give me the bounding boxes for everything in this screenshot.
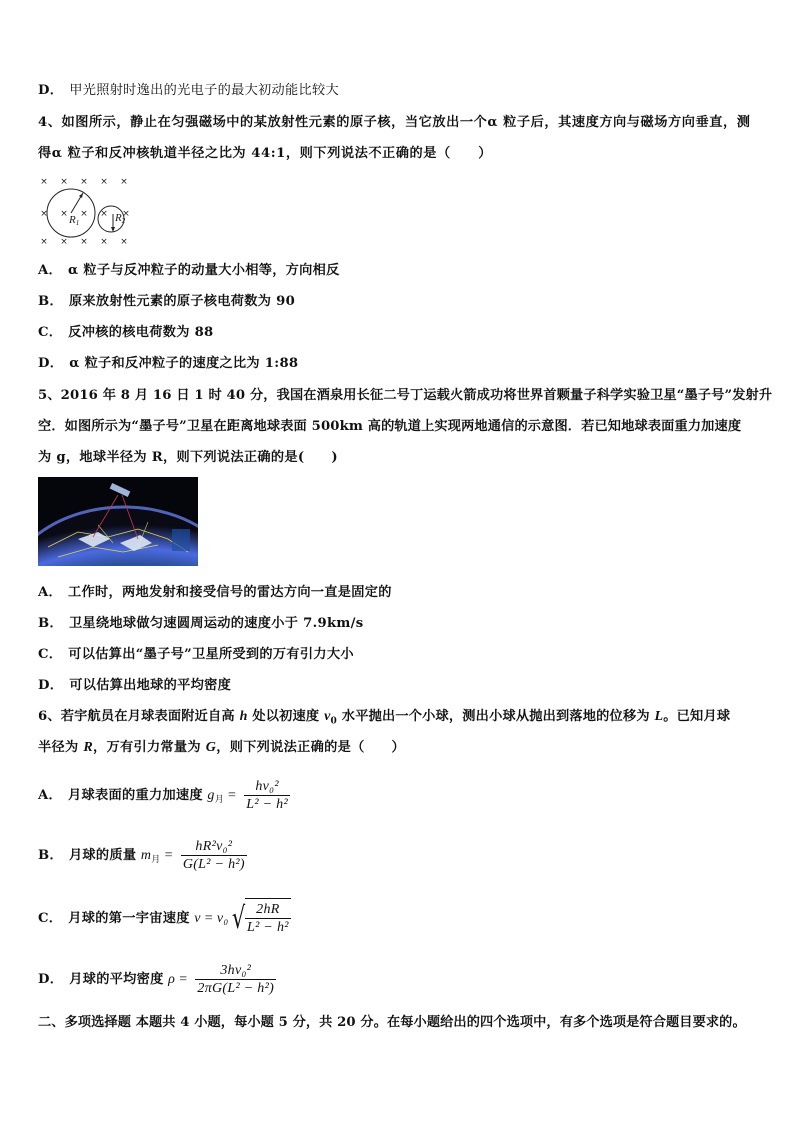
svg-text:×: × bbox=[60, 237, 68, 246]
option-text: 甲光照射时逸出的光电子的最大初动能比较大 bbox=[69, 83, 339, 98]
text: 。已知月球 bbox=[663, 709, 731, 724]
formula-fraction bbox=[195, 962, 276, 997]
option-label: B． bbox=[38, 616, 63, 631]
denominator: L² − h² bbox=[246, 797, 288, 812]
option-label: C． bbox=[38, 647, 63, 662]
text: ，万有引力常量为 bbox=[93, 740, 206, 755]
svg-text:×: × bbox=[80, 237, 88, 246]
q5-stem-line1: 5、2016 年 8 月 16 日 1 时 40 分，我国在酒泉用长征二号丁运载火箭成功将世界首颗量子科学实验卫星“墨子号”发射升 bbox=[38, 388, 773, 403]
q4-option-d[interactable] bbox=[38, 355, 298, 373]
q6-option-d[interactable]: D． 月球的平均密度 ρ = $\frac{\text{3hv₀²}}{\text{2πG(L² − h²)}}$ bbox=[38, 963, 275, 996]
formula-lhs: g bbox=[207, 788, 215, 803]
svg-text:×: × bbox=[100, 209, 108, 219]
section-2-heading: 二、多项选择题 本题共 4 小题，每小题 5 分，共 20 分。在每小题给出的四个选项中，有多个选项是符合题目要求的。 bbox=[38, 1015, 746, 1030]
option-text: 月球的质量 bbox=[68, 848, 137, 863]
option-text: 原来放射性元素的原子核电荷数为 90 bbox=[68, 294, 296, 309]
text: 6、若宇航员在月球表面附近自高 bbox=[38, 709, 240, 724]
svg-text:×: × bbox=[80, 209, 88, 219]
option-label: A． bbox=[38, 263, 63, 278]
option-label: D． bbox=[38, 972, 64, 987]
svg-text:×: × bbox=[120, 237, 128, 246]
q5-option-b[interactable] bbox=[38, 615, 364, 633]
option-text: 反冲核的核电荷数为 88 bbox=[68, 325, 214, 340]
r2-label: R2 bbox=[115, 212, 126, 225]
q5-option-a[interactable] bbox=[38, 584, 392, 602]
option-text: 卫星绕地球做匀速圆周运动的速度小于 7.9km/s bbox=[68, 616, 364, 631]
formula-fraction bbox=[181, 838, 247, 873]
formula-lhs: v bbox=[194, 911, 201, 926]
numerator: 2hR bbox=[256, 902, 280, 917]
denominator: G(L² − h²) bbox=[182, 857, 245, 872]
option-text: 工作时，两地发射和接受信号的雷达方向一直是固定的 bbox=[68, 585, 392, 600]
option-label: A． bbox=[38, 788, 63, 803]
formula-lhs: m bbox=[140, 848, 152, 863]
svg-text:×: × bbox=[100, 177, 108, 187]
svg-text:×: × bbox=[60, 209, 68, 219]
text: ，则下列说法正确的是（ ） bbox=[216, 740, 406, 755]
denominator: L² − h² bbox=[247, 920, 289, 935]
var-L: L bbox=[654, 709, 664, 724]
svg-text:×: × bbox=[60, 177, 68, 187]
svg-text:×: × bbox=[120, 177, 128, 187]
option-text: α 粒子和反冲粒子的速度之比为 1:88 bbox=[69, 356, 299, 371]
q6-option-a[interactable]: A． 月球表面的重力加速度 $g_月$ = $\frac{\text{hv₀²}}{\text{L² − h²}}$ bbox=[38, 779, 288, 812]
q5-option-d[interactable] bbox=[38, 677, 231, 695]
numerator: hv₀² bbox=[255, 779, 279, 794]
var-R: R bbox=[83, 740, 93, 755]
text: 处以初速度 bbox=[247, 709, 325, 724]
option-label: B． bbox=[38, 294, 63, 309]
numerator: hR²v₀² bbox=[195, 839, 233, 854]
var-v: v bbox=[324, 709, 331, 724]
formula-subscript: 月 bbox=[214, 795, 225, 805]
q5-option-c[interactable] bbox=[38, 646, 354, 664]
q6-stem-line1 bbox=[38, 708, 730, 731]
option-text: 可以估算出“墨子号”卫星所受到的万有引力大小 bbox=[68, 647, 354, 662]
option-label: D． bbox=[38, 678, 64, 693]
option-label: C． bbox=[38, 325, 63, 340]
q5-stem-line2: 空．如图所示为“墨子号”卫星在距离地球表面 500km 高的轨道上实现两地通信的示意图．若已知地球表面重力加速度 bbox=[38, 419, 742, 434]
svg-text:×: × bbox=[40, 237, 48, 246]
text: 半径为 bbox=[38, 740, 84, 755]
option-label: C． bbox=[38, 911, 63, 926]
q4-stem-line2: 得α 粒子和反冲核轨道半径之比为 44:1，则下列说法不正确的是（ ） bbox=[38, 146, 492, 161]
option-text: 月球的平均密度 bbox=[69, 972, 164, 987]
q4-stem-line1: 4、如图所示，静止在匀强磁场中的某放射性元素的原子核，当它放出一个α 粒子后，其速度方向与磁场方向垂直，测 bbox=[38, 115, 751, 130]
option-label: A． bbox=[38, 585, 63, 600]
option-text: α 粒子与反冲粒子的动量大小相等，方向相反 bbox=[68, 263, 340, 278]
q4-option-b[interactable] bbox=[38, 293, 295, 311]
q5-stem-line3: 为 g，地球半径为 R，则下列说法正确的是( ) bbox=[38, 450, 338, 465]
var-h: h bbox=[239, 709, 248, 724]
sqrt-symbol: √ $\frac{2hR}{\text{L² − h²}}$ bbox=[229, 898, 291, 939]
svg-text:×: × bbox=[122, 209, 130, 219]
svg-text:×: × bbox=[100, 237, 108, 246]
q4-option-c[interactable] bbox=[38, 324, 214, 342]
denominator: 2πG(L² − h²) bbox=[197, 981, 275, 996]
field-circles-diagram bbox=[36, 172, 132, 246]
var-G: G bbox=[205, 740, 217, 755]
numerator: 3hv₀² bbox=[220, 963, 252, 978]
q6-option-c[interactable]: C． 月球的第一宇宙速度 v = v₀ √ $\frac{2hR}{\text{L² − h²}}$ bbox=[38, 898, 291, 938]
svg-text:×: × bbox=[40, 177, 48, 187]
option-text: 可以估算出地球的平均密度 bbox=[69, 678, 232, 693]
option-text: 月球的第一宇宙速度 bbox=[68, 911, 190, 926]
formula-lhs: ρ bbox=[168, 972, 176, 987]
svg-text:×: × bbox=[80, 177, 88, 187]
r1-label: R1 bbox=[69, 214, 80, 227]
svg-text:×: × bbox=[40, 209, 48, 219]
option-text: 月球表面的重力加速度 bbox=[68, 788, 203, 803]
magnetic-field-figure bbox=[36, 172, 132, 246]
option-label: D． bbox=[38, 356, 64, 371]
formula-fraction bbox=[244, 778, 290, 813]
formula-subscript: 月 bbox=[151, 855, 161, 865]
q4-option-a[interactable] bbox=[38, 262, 340, 280]
subscript: 0 bbox=[330, 716, 338, 727]
option-label: D． bbox=[38, 83, 64, 98]
text: 水平抛出一个小球，测出小球从抛出到落地的位移为 bbox=[337, 709, 655, 724]
satellite-earth-image bbox=[38, 477, 198, 566]
q6-stem-line2 bbox=[38, 739, 405, 757]
q6-option-b[interactable]: B． 月球的质量 $m_月$ = $\frac{\text{hR²v₀²}}{\text{G(L² − h²)}}$ bbox=[38, 839, 245, 872]
option-label: B． bbox=[38, 848, 63, 863]
formula-prefix: v₀ bbox=[216, 911, 229, 926]
prev-question-option-d bbox=[38, 82, 339, 100]
